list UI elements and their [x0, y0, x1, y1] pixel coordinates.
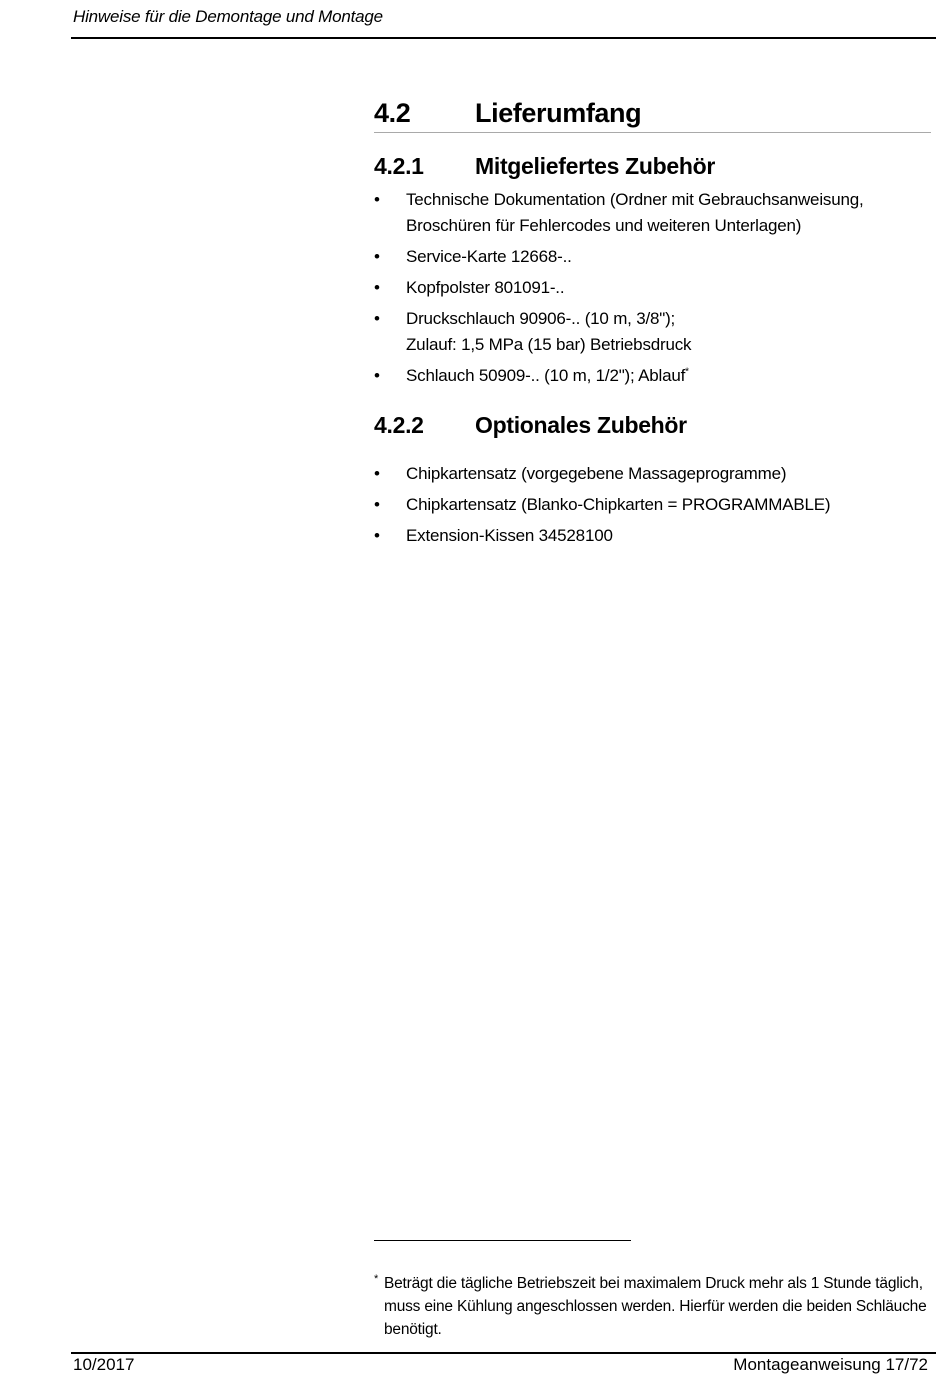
section-title: Lieferumfang — [475, 98, 642, 128]
subsection-number-1: 4.2.1 — [374, 153, 424, 179]
footnote-separator — [374, 1240, 631, 1241]
list-item-text: Chipkartensatz (vorgegebene Massageprogramme) — [406, 464, 787, 483]
list-item — [374, 275, 934, 301]
footnote — [374, 1272, 934, 1341]
subsection-title-2: Optionales Zubehör — [475, 412, 687, 438]
bullet-icon: • — [374, 464, 380, 483]
list-item — [374, 523, 934, 549]
footer-page-number: Montageanweisung 17/72 — [733, 1355, 928, 1374]
footnote-mark: * — [374, 1273, 379, 1285]
list-item-text: Kopfpolster 801091-.. — [406, 278, 565, 297]
supplied-accessories-list — [374, 187, 934, 394]
subsection-number-2: 4.2.2 — [374, 412, 424, 438]
list-item — [374, 492, 934, 518]
list-item — [374, 306, 934, 358]
list-item-text: Broschüren für Fehlercodes und weiteren Unterlagen) — [406, 216, 802, 235]
section-number: 4.2 — [374, 98, 411, 128]
header-divider — [71, 37, 936, 39]
list-item — [374, 363, 934, 389]
list-item-text: Chipkartensatz (Blanko-Chipkarten = PROGRAMMABLE) — [406, 495, 831, 514]
footnote-line: benötigt. — [384, 1321, 442, 1338]
list-item-text-main: Schlauch 50909-.. (10 m, 1/2"); Ablauf — [406, 366, 686, 385]
list-item-text: Extension-Kissen 34528100 — [406, 526, 613, 545]
list-item-text — [406, 363, 934, 389]
optional-accessories-list — [374, 461, 934, 554]
list-item — [374, 461, 934, 487]
footnote-line: Beträgt die tägliche Betriebszeit bei maximalem Druck mehr als 1 Stunde täglich, — [384, 1275, 923, 1292]
bullet-icon: • — [374, 278, 380, 297]
bullet-icon: • — [374, 190, 380, 209]
bullet-icon: • — [374, 526, 380, 545]
footnote-line: muss eine Kühlung angeschlossen werden. Hierfür werden die beiden Schläuche — [384, 1298, 927, 1315]
running-header: Hinweise für die Demontage und Montage — [73, 7, 383, 26]
footnote-reference[interactable]: * — [685, 366, 689, 378]
bullet-icon: • — [374, 309, 380, 328]
footer-date: 10/2017 — [73, 1355, 135, 1374]
bullet-icon: • — [374, 247, 380, 266]
bullet-icon: • — [374, 495, 380, 514]
subsection-title-1: Mitgeliefertes Zubehör — [475, 153, 716, 179]
list-item-text: Zulauf: 1,5 MPa (15 bar) Betriebsdruck — [406, 335, 692, 354]
list-item-text: Technische Dokumentation (Ordner mit Gebrauchsanweisung, — [406, 190, 864, 209]
list-item-text: Service-Karte 12668-.. — [406, 247, 572, 266]
footer-divider — [71, 1352, 936, 1354]
list-item — [374, 187, 934, 239]
list-item-text: Druckschlauch 90906-.. (10 m, 3/8"); — [406, 309, 676, 328]
list-item — [374, 244, 934, 270]
section-heading — [374, 98, 931, 133]
bullet-icon: • — [374, 366, 380, 385]
